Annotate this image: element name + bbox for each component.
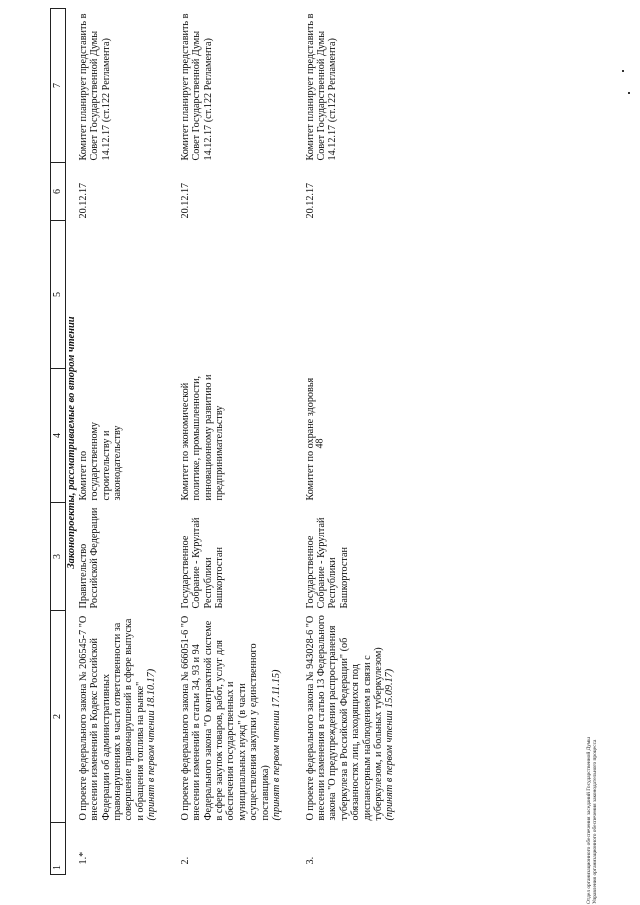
scan-speck	[622, 70, 624, 72]
row-number: 1.*	[77, 851, 89, 865]
first-reading-note: (принят в первом чтении 17.11.15)	[271, 669, 283, 821]
table-row	[78, 9, 180, 875]
responsible-committee: Комитет по экономической политике, промышленности, инновационному развитию и предпринимательству	[179, 374, 225, 501]
column-header-2: 2	[51, 611, 66, 823]
column-5-value	[180, 221, 305, 369]
responsible-committee: Комитет по государственному строительству и законодательству	[77, 422, 124, 501]
column-header-1: 1	[51, 823, 66, 875]
responsible-committee: Комитет по охране здоровья	[304, 377, 316, 501]
footer-note	[586, 544, 598, 904]
scan-speck	[628, 92, 630, 94]
column-header-4: 4	[51, 369, 66, 503]
column-header-6: 6	[51, 163, 66, 221]
status-note: Комитет планирует представить в Совет Государственной Думы 14.12.17 (ст.122 Регламента)	[77, 13, 112, 161]
first-reading-note: (принят в первом чтении 18.10.17)	[146, 668, 158, 821]
footer-line-2: Управления организационного обеспечения законодательного процесса	[592, 739, 599, 904]
bill-description-cell	[78, 611, 180, 823]
table-row	[305, 9, 418, 875]
agenda-table	[50, 8, 418, 875]
column-header-5: 5	[51, 221, 66, 369]
bill-initiator: Правительство Российской Федерации	[77, 507, 101, 609]
bill-description-cell	[180, 611, 305, 823]
table-row	[180, 9, 305, 875]
page-number: 48	[314, 438, 326, 449]
column-header-7: 7	[51, 9, 66, 163]
consideration-date: 20.12.17	[304, 182, 316, 219]
section-title: Законопроекты, рассматриваемые во втором чтении	[66, 316, 77, 569]
bill-initiator: Государственное Собрание - Курултай Республики Башкортостан	[304, 517, 350, 609]
column-number-header	[51, 9, 66, 875]
document-table-frame	[50, 9, 585, 875]
row-number: 3.	[304, 856, 316, 865]
footer-line-1: Отдел организационного обеспечения заседаний Государственной Думы	[586, 737, 592, 904]
consideration-date: 20.12.17	[179, 182, 191, 219]
bill-description: О проекте федерального закона № 943028-6 "О внесении изменения в статью 13 Федерального закона "О предупреждении распространения туберкулеза в Российской Федерации" (об обязанностях лиц, находящихся под диспансерным наблюдением в связи с туберкулезом, и больных туберкулезом)	[304, 615, 385, 821]
bill-description: О проекте федерального закона № 206545-7 "О внесении изменений в Кодекс Российской Федерации об административных правонарушениях в части ответственности за совершение правонарушений в сфере выпуска и обращения топлива на рынке"	[77, 615, 146, 821]
row-number: 2.	[179, 856, 191, 865]
bill-description: О проекте федерального закона № 666051-6 "О внесении изменений в статьи 34, 93 и 94 Федерального закона "О контрактной системе в сфере закупок товаров, работ, услуг для обеспечения государственных и муниципальных нужд" (в части осуществления закупки у единственного поставщика)	[179, 615, 271, 821]
column-5-value	[305, 221, 418, 369]
consideration-date: 20.12.17	[77, 182, 89, 219]
first-reading-note: (принят в первом чтении 15.09.17)	[384, 668, 396, 821]
column-5-value	[78, 221, 180, 369]
bill-initiator: Государственное Собрание - Курултай Республики Башкортостан	[179, 517, 225, 609]
status-note: Комитет планирует представить в Совет Государственной Думы 14.12.17 (ст.122 Регламента)	[304, 13, 339, 161]
column-header-3: 3	[51, 503, 66, 611]
bill-description-cell	[305, 611, 418, 823]
status-note: Комитет планирует представить в Совет Государственной Думы 14.12.17 (ст.122 Регламента)	[179, 13, 214, 161]
